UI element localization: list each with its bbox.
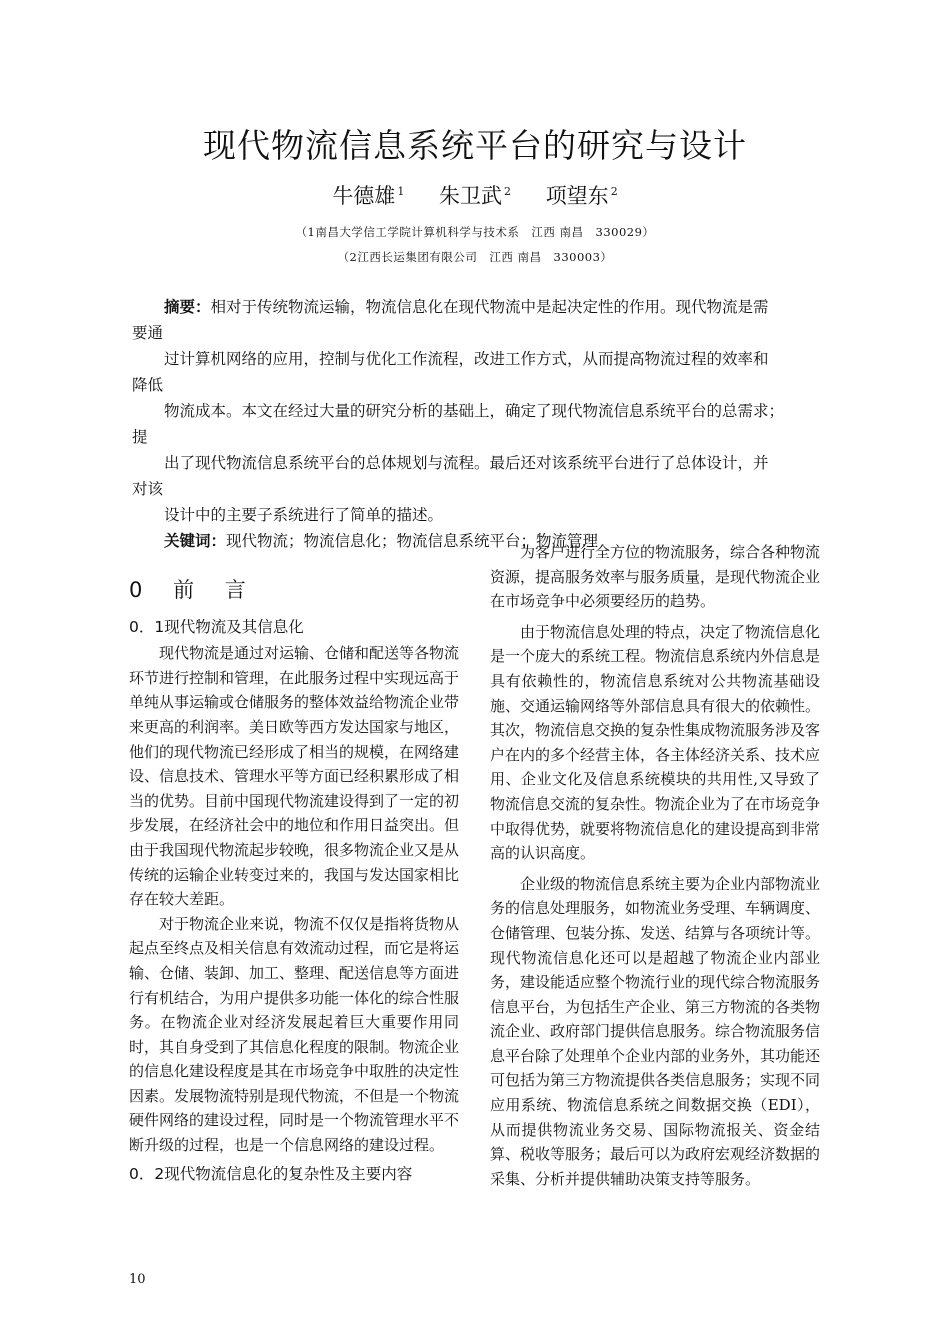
affiliation: （1南昌大学信工学院计算机科学与技术系 江西 南昌 330029） [295,225,655,239]
abstract-line: 设计中的主要子系统进行了简单的描述。 [164,506,444,524]
abstract-line: 降低 [132,376,164,394]
author-list [0,180,950,210]
section-heading: 0 前 言 [129,578,258,602]
paragraph: 为客户进行全方位的物流服务，综合各种物流资源，提高服务效率与服务质量，是现代物流企业在市场竞争中必须要经历的趋势。 [490,543,821,611]
abstract [132,294,822,554]
paragraph: 由于物流信息处理的特点，决定了物流信息化是一个庞大的系统工程。物流信息系统内外信息是具有依赖性的，物流信息系统对公共物流基础设施、交通运输网络等外部信息具有很大的依赖性。其次，物流信息交换的复杂性集成物流服务涉及客户在内的多个经营主体，各主体经济关系、技术应用、企业文化及信息系统模块的共用性,又导致了物流信息交流的复杂性。物流企业为了在市场竞争中取得优势，就要将物流信息化的建设提高到非常高的认识高度。 [490,622,821,863]
author: 项望东 $^2$ [545,184,618,208]
page-number: 10 [129,1272,146,1287]
abstract-line: 对该 [132,480,164,498]
subsection-heading: 0．1现代物流及其信息化 [129,617,304,636]
abstract-line: 要通 [132,324,164,342]
keywords: 关键词：现代物流；物流信息化；物流信息系统平台；物流管理 [164,532,599,550]
keywords-label: 关键词： [164,532,227,550]
paragraph: 企业级的物流信息系统主要为企业内部物流业务的信息处理服务，如物流业务受理、车辆调度、仓储管理、包装分拣、发送、结算与各项统计等。现代物流信息化还可以是超越了物流企业内部业务，建设能适应整个物流行业的现代综合物流服务信息平台，为包括生产企业、第三方物流的各类物流企业、政府部门提供信息服务。综合物流服务信息平台除了处理单个企业内部的业务外，其功能还可包括为第三方物流提供各类信息服务；实现不同应用系统、物流信息系统之间数据交换（EDI），从而提供物流业务交易、国际物流报关、资金结算、税收等服务；最后可以为政府宏观经济数据的采集、分析并提供辅助决策支持等服务。 [490,874,821,1188]
author: 朱卫武 $^2$ [439,184,511,208]
paragraph: 现代物流是通过对运输、仓储和配送等各物流环节进行控制和管理，在此服务过程中实现远高于单纯从事运输或仓储服务的整体效益给物流企业带来更高的利润率。美日欧等西方发达国家与地区，他们的现代物流已经形成了相当的规模，在网络建设、信息技术、管理水平等方面已经积累形成了相当的优势。目前中国现代物流建设得到了一定的初步发展，在经济社会中的地位和作用日益突出。但由于我国现代物流起步较晚，很多物流企业又是从传统的运输企业转变过来的，我国与发达国家相比存在较大差距。 [129,644,460,909]
abstract-line: 提 [132,428,148,446]
subsection-heading: 0．2现代物流信息化的复杂性及主要内容 [129,1164,413,1183]
abstract-label: 摘要： [164,298,211,316]
abstract-line: 摘要：相对于传统物流运输，物流信息化在现代物流中是起决定性的作用。现代物流是需 [164,298,769,316]
affiliation: （2江西长运集团有限公司 江西 南昌 330003） [337,250,613,264]
abstract-line: 过计算机网络的应用，控制与优化工作流程，改进工作方式，从而提高物流过程的效率和 [164,350,769,368]
paper-title: 现代物流信息系统平台的研究与设计 [203,126,747,165]
abstract-line: 物流成本。本文在经过大量的研究分析的基础上，确定了现代物流信息系统平台的总需求； [164,402,785,420]
paragraph: 对于物流企业来说，物流不仅仅是指将货物从起点至终点及相关信息有效流动过程，而它是将运输、仓储、装卸、加工、整理、配送信息等方面进行有机结合，为用户提供多功能一体化的综合性服务。在物流企业对经济发展起着巨大重要作用同时，其自身受到了其信息化程度的限制。物流企业的信息化建设程度是其在市场竞争中取胜的决定性因素。发展物流特别是现代物流，不但是一个物流硬件网络的建设过程，同时是一个物流管理水平不断升级的过程，也是一个信息网络的建设过程。 [129,914,460,1155]
left-column [129,540,459,1188]
right-column [490,540,820,1191]
author: 牛德雄 $^1$ [332,184,405,208]
abstract-line: 出了现代物流信息系统平台的总体规划与流程。最后还对该系统平台进行了总体设计，并 [164,454,769,472]
